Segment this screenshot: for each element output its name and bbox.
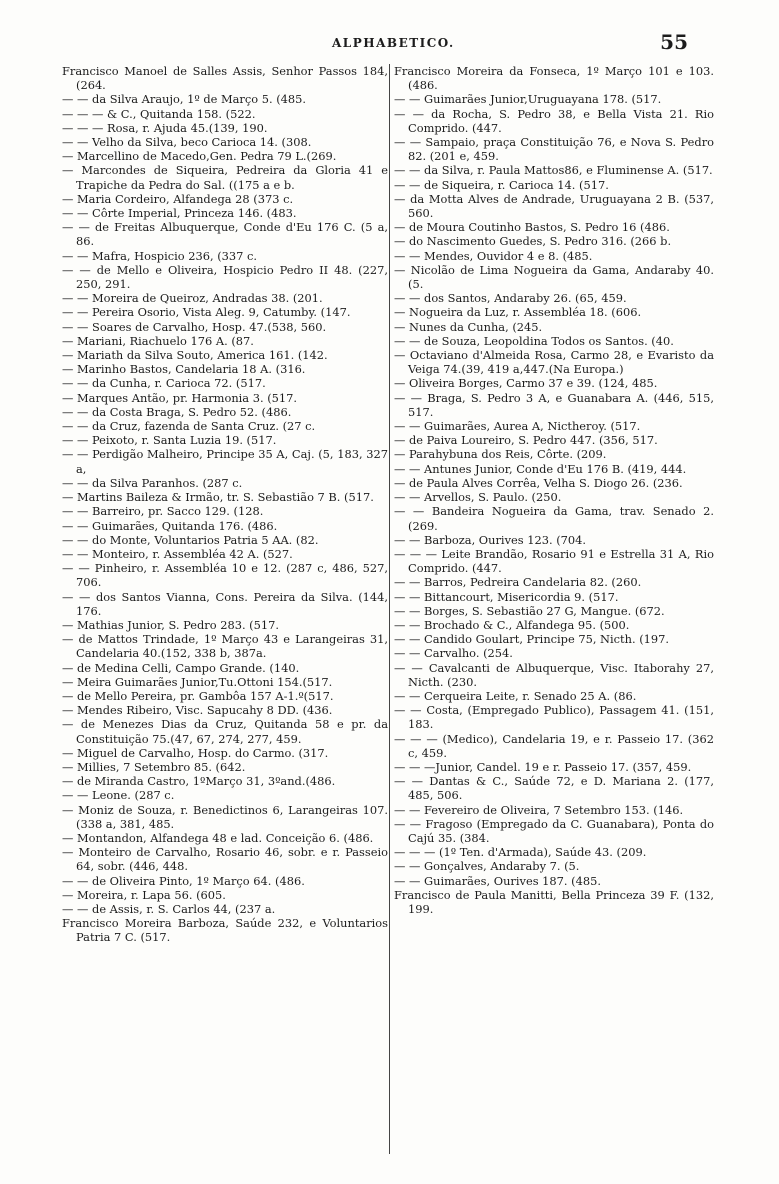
directory-entry: — Moreira, r. Lapa 56. (605. xyxy=(62,887,226,902)
directory-entry: — — Guimarães, Quitanda 176. (486. xyxy=(62,518,278,533)
directory-entry: — Mendes Ribeiro, Visc. Sapucahy 8 DD. (436. xyxy=(62,703,333,718)
directory-entry: — — Pinheiro, r. Assembléa 10 e 12. (287 c, 486, 527, 706. xyxy=(62,561,388,590)
directory-entry: — — Guimarães, Ourives 187. (485. xyxy=(394,873,601,888)
directory-entry: — do Nascimento Guedes, S. Pedro 316. (266 b. xyxy=(394,234,672,249)
directory-entry: — de Menezes Dias da Cruz, Quitanda 58 e pr. da Constituição 75.(47, 67, 274, 277, 459. xyxy=(62,717,388,746)
directory-entry: — — Pereira Osorio, Vista Aleg. 9, Catumby. (147. xyxy=(62,305,351,320)
directory-entry: — Monteiro de Carvalho, Rosario 46, sobr. e r. Passeio 64, sobr. (446, 448. xyxy=(62,845,388,874)
directory-entry: — — Soares de Carvalho, Hosp. 47.(538, 560. xyxy=(62,319,327,334)
column-divider xyxy=(389,64,390,1154)
directory-entry: — — da Costa Braga, S. Pedro 52. (486. xyxy=(62,404,292,419)
directory-entry: — — dos Santos, Andaraby 26. (65, 459. xyxy=(394,291,627,306)
directory-entry: — — Bittancourt, Misericordia 9. (517. xyxy=(394,589,619,604)
directory-entry: — Nunes da Cunha, (245. xyxy=(394,319,543,334)
directory-entry: — — —Junior, Candel. 19 e r. Passeio 17. (357, 459. xyxy=(394,759,692,774)
directory-entry: — — Costa, (Empregado Publico), Passagem 41. (151, 183. xyxy=(394,703,714,732)
directory-entry: — — Borges, S. Sebastião 27 G, Mangue. (672. xyxy=(394,603,665,618)
directory-entry: — — de Souza, Leopoldina Todos os Santos. (40. xyxy=(394,333,674,348)
directory-entry: — Montandon, Alfandega 48 e lad. Conceição 6. (486. xyxy=(62,830,374,845)
directory-entry: — — Guimarães Junior,Uruguayana 178. (517. xyxy=(394,92,662,107)
directory-entry: — — Barboza, Ourives 123. (704. xyxy=(394,532,587,547)
directory-entry: — Parahybuna dos Reis, Côrte. (209. xyxy=(394,447,607,462)
directory-entry: — — dos Santos Vianna, Cons. Pereira da Silva. (144, 176. xyxy=(62,589,388,618)
directory-entry: — — Fevereiro de Oliveira, 7 Setembro 153. (146. xyxy=(394,802,684,817)
directory-entry: — Millies, 7 Setembro 85. (642. xyxy=(62,759,246,774)
directory-entry: — — da Cruz, fazenda de Santa Cruz. (27 c. xyxy=(62,419,316,434)
directory-entry: — — Mendes, Ouvidor 4 e 8. (485. xyxy=(394,248,593,263)
directory-entry: — — Fragoso (Empregado da C. Guanabara), Ponta do Cajú 35. (384. xyxy=(394,816,714,845)
directory-entry: Francisco Moreira Barboza, Saúde 232, e Voluntarios Patria 7 C. (517. xyxy=(62,916,388,945)
directory-entry: — — Antunes Junior, Conde d'Eu 176 B. (419, 444. xyxy=(394,461,687,476)
directory-entry: — — Barreiro, pr. Sacco 129. (128. xyxy=(62,504,264,519)
directory-entry: — de Miranda Castro, 1ºMarço 31, 3ºand.(486. xyxy=(62,774,336,789)
directory-entry: — — Mafra, Hospicio 236, (337 c. xyxy=(62,248,258,263)
directory-entry: — — Perdigão Malheiro, Principe 35 A, Caj. (5, 183, 327 a, xyxy=(62,447,388,476)
directory-entry: — de Paula Alves Corrêa, Velha S. Diogo 26. (236. xyxy=(394,475,683,490)
directory-entry: Francisco de Paula Manitti, Bella Princeza 39 F. (132, 199. xyxy=(394,887,714,916)
directory-entry: — Oliveira Borges, Carmo 37 e 39. (124, 485. xyxy=(394,376,658,391)
directory-entry: — Mariani, Riachuelo 176 A. (87. xyxy=(62,333,254,348)
directory-entry: — — Braga, S. Pedro 3 A, e Guanabara A. (446, 515, 517. xyxy=(394,390,714,419)
directory-entry: — — Leone. (287 c. xyxy=(62,788,175,803)
running-head: ALPHABETICO. xyxy=(332,36,455,50)
directory-entry: — Mathias Junior, S. Pedro 283. (517. xyxy=(62,617,279,632)
directory-entry: — — Gonçalves, Andaraby 7. (5. xyxy=(394,859,580,874)
directory-entry: — Maria Cordeiro, Alfandega 28 (373 c. xyxy=(62,191,294,206)
directory-entry: — — de Siqueira, r. Carioca 14. (517. xyxy=(394,177,609,192)
directory-entry: — — Monteiro, r. Assembléa 42 A. (527. xyxy=(62,546,293,561)
page-number: 55 xyxy=(660,30,688,54)
directory-entry: — Mariath da Silva Souto, America 161. (142. xyxy=(62,348,328,363)
directory-entry: Francisco Manoel de Salles Assis, Senhor Passos 184, (264. xyxy=(62,64,388,93)
directory-entry: — — Velho da Silva, beco Carioca 14. (308. xyxy=(62,135,312,150)
directory-entry: — — Carvalho. (254. xyxy=(394,646,513,661)
directory-entry: — — — Leite Brandão, Rosario 91 e Estrella 31 A, Rio Comprido. (447. xyxy=(394,546,714,576)
directory-entry: — — Guimarães, Aurea A, Nictheroy. (517. xyxy=(394,419,641,434)
directory-entry: — Marcondes de Siqueira, Pedreira da Gloria 41 e Trapiche da Pedra do Sal. ((175 a e b. xyxy=(62,163,388,192)
directory-entry: — — Barros, Pedreira Candelaria 82. (260. xyxy=(394,575,642,590)
directory-entry: — — Moreira de Queiroz, Andradas 38. (201. xyxy=(62,291,323,306)
directory-entry: — — Arvellos, S. Paulo. (250. xyxy=(394,490,562,505)
directory-entry: — Martins Baileza & Irmão, tr. S. Sebastião 7 B. (517. xyxy=(62,490,374,505)
directory-entry: — — de Oliveira Pinto, 1º Março 64. (486. xyxy=(62,873,305,888)
directory-entry: — de Mattos Trindade, 1º Março 43 e Larangeiras 31, Candelaria 40.(152, 338 b, 387a. xyxy=(62,632,388,661)
directory-entry: — Moniz de Souza, r. Benedictinos 6, Larangeiras 107. (338 a, 381, 485. xyxy=(62,802,388,831)
directory-entry: — — do Monte, Voluntarios Patria 5 AA. (82. xyxy=(62,532,319,547)
directory-entry: — — Brochado & C., Alfandega 95. (500. xyxy=(394,617,630,632)
directory-entry: — — — (1º Ten. d'Armada), Saúde 43. (209. xyxy=(394,845,647,860)
directory-entry: — — de Assis, r. S. Carlos 44, (237 a. xyxy=(62,901,276,916)
directory-entry: — — Peixoto, r. Santa Luzia 19. (517. xyxy=(62,433,277,448)
directory-entry: — — — (Medico), Candelaria 19, e r. Passeio 17. (362 c, 459. xyxy=(394,731,714,760)
directory-entry: — — da Silva Paranhos. (287 c. xyxy=(62,475,243,490)
directory-entry: — — de Freitas Albuquerque, Conde d'Eu 176 C. (5 a, 86. xyxy=(62,220,388,249)
directory-entry: — — da Silva Araujo, 1º de Março 5. (485. xyxy=(62,92,307,107)
directory-entry: — Marinho Bastos, Candelaria 18 A. (316. xyxy=(62,362,306,377)
right-column xyxy=(394,64,714,916)
directory-entry: — — Cerqueira Leite, r. Senado 25 A. (86. xyxy=(394,688,637,703)
directory-entry: — Nicolão de Lima Nogueira da Gama, Andaraby 40. (5. xyxy=(394,262,714,292)
directory-entry: — Miguel de Carvalho, Hosp. do Carmo. (317. xyxy=(62,745,329,760)
directory-entry: — — Cavalcanti de Albuquerque, Visc. Itaborahy 27, Nicth. (230. xyxy=(394,660,714,689)
directory-entry: — — Candido Goulart, Principe 75, Nicth. (197. xyxy=(394,632,670,647)
directory-entry: — — Dantas & C., Saúde 72, e D. Mariana 2. (177, 485, 506. xyxy=(394,774,714,803)
directory-entry: — — Côrte Imperial, Princeza 146. (483. xyxy=(62,206,297,221)
directory-entry: — de Moura Coutinho Bastos, S. Pedro 16 (486. xyxy=(394,220,670,235)
directory-entry: — — de Mello e Oliveira, Hospicio Pedro II 48. (227, 250, 291. xyxy=(62,262,388,292)
directory-entry: — Nogueira da Luz, r. Assembléa 18. (606. xyxy=(394,305,642,320)
directory-entry: — — da Cunha, r. Carioca 72. (517. xyxy=(62,376,266,391)
directory-entry: Francisco Moreira da Fonseca, 1º Março 101 e 103. (486. xyxy=(394,64,714,93)
left-column xyxy=(62,64,388,945)
directory-entry: — — — Rosa, r. Ajuda 45.(139, 190. xyxy=(62,120,268,135)
directory-entry: — de Mello Pereira, pr. Gambôa 157 A-1.º(517. xyxy=(62,688,334,703)
page-header xyxy=(60,30,688,60)
directory-entry: — Marques Antão, pr. Harmonia 3. (517. xyxy=(62,390,298,405)
directory-entry: — — — & C., Quitanda 158. (522. xyxy=(62,106,256,121)
directory-entry: — de Paiva Loureiro, S. Pedro 447. (356, 517. xyxy=(394,433,658,448)
directory-entry: — Octaviano d'Almeida Rosa, Carmo 28, e Evaristo da Veiga 74.(39, 419 a,447.(Na Europa.) xyxy=(394,348,714,377)
directory-entry: — — da Rocha, S. Pedro 38, e Bella Vista 21. Rio Comprido. (447. xyxy=(394,106,714,135)
directory-entry: — Meira Guimarães Junior,Tu.Ottoni 154.(517. xyxy=(62,674,333,689)
directory-entry: — Marcellino de Macedo,Gen. Pedra 79 L.(269. xyxy=(62,149,337,164)
directory-entry: — — Sampaio, praça Constituição 76, e Nova S. Pedro 82. (201 e, 459. xyxy=(394,135,714,164)
directory-entry: — — da Silva, r. Paula Mattos86, e Fluminense A. (517. xyxy=(394,163,713,178)
directory-entry: — de Medina Celli, Campo Grande. (140. xyxy=(62,660,300,675)
directory-entry: — da Motta Alves de Andrade, Uruguayana 2 B. (537, 560. xyxy=(394,191,714,221)
directory-entry: — — Bandeira Nogueira da Gama, trav. Senado 2. (269. xyxy=(394,504,714,533)
